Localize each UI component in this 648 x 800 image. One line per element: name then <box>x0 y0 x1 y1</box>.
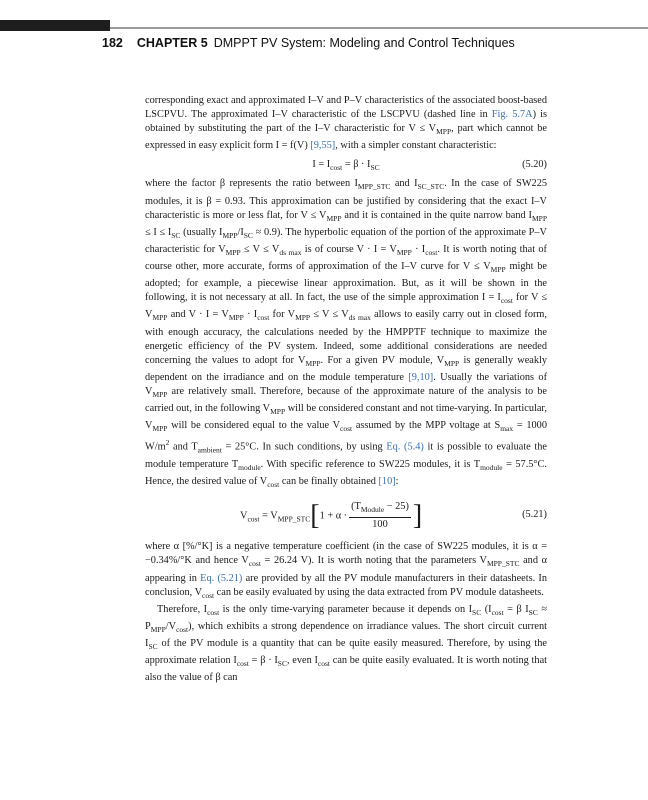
citation-link[interactable]: [9,10] <box>408 371 434 383</box>
page-body <box>145 94 547 685</box>
equation-number: (5.20) <box>522 159 547 171</box>
equation-link[interactable]: Eq. (5.21) <box>200 572 243 584</box>
citation-link[interactable]: [9,55] <box>310 140 336 152</box>
equation-number: (5.21) <box>522 509 547 521</box>
running-header <box>102 36 515 50</box>
paragraph-3: where α [%/°K] is a negative temperature coefficient (in the case of SW225 modules, it is α = −0.34%/°K and hence $V_{cost} = 26.24$ V). It is worth noting that the parameters $V_{MPP\_STC}$ and α appearing in Eq. (5.21) are provided by all the PV module manufacturers in their datasheets. In conclusion, $V_{cost}$ can be easily evaluated by using the data extracted from PV module datasheets. <box>145 541 548 600</box>
chapter-title: DMPPT PV System: Modeling and Control Techniques <box>213 36 515 50</box>
citation-link[interactable]: [10] <box>378 476 396 488</box>
paragraph-4: Therefore, $I_{cost}$ is the only time-varying parameter because it depends on $I_{SC}$ ($I_{cost} = \beta$ $I_{SC} \approx P_{MPP}/V_{cost}$), which exhibits a strong dependence on irradiance values. The short circuit current $I_{SC}$ of the PV module is a quantity that can be quite easily measured. Therefore, by using the approximate relation $I_{cost} = \beta \cdot I_{SC}$, even $I_{cost}$ can be quite easily evaluated. It is worth noting that also the value of β can <box>145 603 547 684</box>
equation-link[interactable]: Eq. (5.4) <box>386 441 424 453</box>
header-rule <box>110 27 648 29</box>
page-number: 182 <box>102 36 123 50</box>
equation-5-20: $I = I_{cost} = \beta \cdot I_{SC}$ (5.20) <box>312 159 547 173</box>
chapter-label: CHAPTER 5 <box>136 36 208 50</box>
figure-link[interactable]: Fig. 5.7A <box>491 109 533 121</box>
paragraph-1: corresponding exact and approximated I–V and P–V characteristics of the associated boost-based LSCPVU. The approximated I–V characteristic of the LSCPVU (dashed line in Fig. 5.7A) is obtained by substituting the part of the I–V characteristic for $V \le V_{MPP}$, part which cannot be expressed in easy explicit form I = f(V) [9,55], with a simpler constant characteristic: <box>145 95 547 152</box>
header-bar <box>0 20 110 31</box>
paragraph-2: where the factor β represents the ratio between $I_{MPP\_STC}$ and $I_{SC\_STC}$. In the case of SW225 modules, it is β = 0.93. This approximation can be justified by considering that the exact I–V characteristic is more or less flat, for $V \le V_{MPP}$ and it is contained in the quite narrow band $I_{MPP} \le I \le I_{SC}$ (usually $I_{MPP}/I_{SC} \approx 0.9$). The hyperbolic equation of the portion of the approximate P–V characteristic for $V_{MPP} \le V \le V_{ds max}$ is of course $V \cdot I = V_{MPP} \cdot I_{cost}$. It is worth noting that of course other, more accurate, forms of approximation of the I–V curve for $V \le V_{MPP}$ might be adopted; for example, a piecewise linear approximation. But, as it will be shown in the following, it is not necessary at all. In fact, the use of the simple approximation $I = I_{cost}$ for $V \le V_{MPP}$ and $V \cdot I = V_{MPP} \cdot I_{cost}$ for $V_{MPP} \le V \le V_{ds max}$ allows to easily carry out in closed form, with enough accuracy, the calculations needed by the HMPPTF technique to maximize the energetic efficiency of the PV system. Indeed, some additional considerations are needed concerning the values to adopt for $V_{MPP}$. For a given PV module, $V_{MPP}$ is generally weakly dependent on the irradiance and on the module temperature [9,10]. Usually the variations of $V_{MPP}$ are relatively small. Therefore, because of the approximate nature of the analysis to be carried out, in the following $V_{MPP}$ will be considered constant and not time-varying. In particular, $V_{MPP}$ will be considered equal to the value $V_{cost}$ assumed by the MPP voltage at $S_{max} = 1000$ $W/m^2$ and $T_{ambient} = 25^\circ C$. In such conditions, by using Eq. (5.4) it is possible to evaluate the module temperature $T_{module}$. With specific reference to SW225 modules, it is $T_{module} = 57.5^\circ C$. Hence, the desired value of $V_{cost}$ can be finally obtained [10]: <box>145 178 548 490</box>
equation-5-21: $V_{cost} = V_{MPP\_STC}[1 + \alpha$ · $\frac{(T_{Module} - 25)}{100}$ ] (5.21) <box>240 500 547 532</box>
